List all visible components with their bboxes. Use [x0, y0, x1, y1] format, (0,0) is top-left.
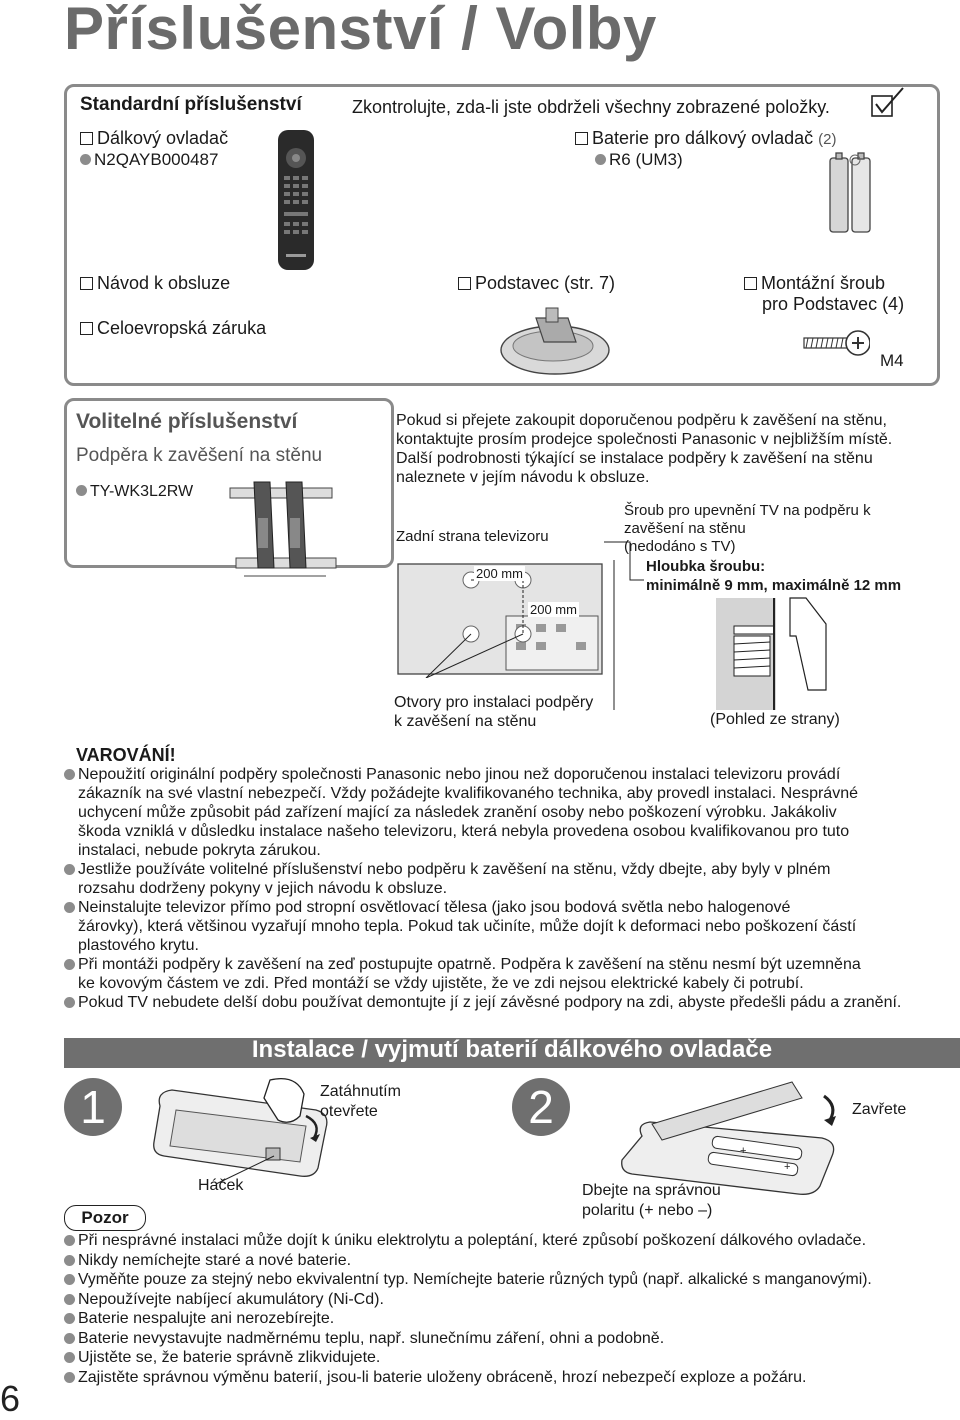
warning-item: Při montáži podpěry k zavěšení na zeď postupujte opatrně. Podpěra k zavěšení na stěnu nesmí být uzemněna ke kovovým částem ve zdi. Před montáží se vždy ujistěte, že ve zdi nejsou elektrické kabely či potrubí. — [52, 955, 952, 993]
remote-batteries-icon — [592, 1076, 862, 1196]
bullet-icon — [64, 1235, 75, 1246]
bullet-icon — [595, 154, 606, 165]
bullet-icon — [64, 959, 75, 970]
bullet-icon — [64, 1294, 75, 1305]
pull-open-label: Zatáhnutím otevřete — [320, 1083, 401, 1120]
bullet-icon — [64, 1255, 75, 1266]
checkbox-icon — [575, 132, 588, 145]
bullet-icon — [64, 1333, 75, 1344]
bullet-icon — [64, 902, 75, 913]
battery-item: Baterie pro dálkový ovladač (2) — [575, 128, 836, 149]
check-note: Zkontrolujte, zda-li jste obdrželi všechny zobrazené položky. — [352, 97, 830, 117]
hook-label: Háček — [198, 1177, 244, 1194]
page-title: Příslušenství / Volby — [64, 0, 657, 62]
dim-vertical: 200 mm — [530, 602, 577, 617]
caution-item: Baterie nevystavujte nadměrnému teplu, např. slunečnímu záření, ohni a podobně. — [62, 1329, 958, 1349]
caution-badge: Pozor — [64, 1205, 146, 1231]
screw-item-2: pro Podstavec (4) — [762, 294, 905, 314]
optional-heading: Volitelné příslušenství — [76, 410, 298, 433]
battery-type: R6 (UM3) — [595, 150, 683, 170]
bullet-icon — [64, 1352, 75, 1363]
svg-text:+: + — [740, 1145, 747, 1157]
remote-open-icon — [146, 1076, 336, 1186]
stand-icon — [496, 302, 614, 382]
caution-item: Baterie nespalujte ani nerozebírejte. — [62, 1309, 958, 1329]
caution-item: Při nesprávné instalaci může dojít k úniku elektrolytu a poleptání, které způsobí poškození dálkového ovladače. — [62, 1231, 958, 1251]
page-number: 6 — [0, 1378, 21, 1419]
screw-item: Montážní šroub — [744, 273, 885, 294]
bullet-icon — [64, 1372, 75, 1383]
polarity-label: Dbejte na správnou polaritu (+ nebo –) — [582, 1182, 721, 1219]
optional-info: Pokud si přejete zakoupit doporučenou podpěru k zavěšení na stěnu, kontaktujte prosím prodejce společnosti Panasonic v nejbližším místě. Další podrobnosti týkající se instalace podpěry k zavěšení na stěnu naleznete v jejím návodu k obsluze. — [396, 412, 893, 486]
screw-size: M4 — [880, 351, 904, 370]
batteries-icon — [826, 148, 878, 236]
caution-item: Vyměňte pouze za stejný nebo ekvivalentní typ. Nemíchejte baterie různých typů (např. alkalické s manganovými). — [62, 1270, 958, 1290]
holes-label: Otvory pro instalaci podpěry k zavěšení na stěnu — [394, 694, 594, 730]
checkbox-icon — [80, 277, 93, 290]
wall-bracket-icon — [226, 478, 340, 586]
step-2-badge: 2 — [512, 1078, 570, 1136]
warning-item: Neinstalujte televizor přímo pod stropní osvětlovací tělesa (jako jsou bodová světla nebo halogenové žárovky), která většinou vyzařují mnoho tepla. Pokud tak učiníte, může dojít k deformaci nebo poškození částí plastového krytu. — [52, 898, 952, 955]
checkbox-icon — [80, 322, 93, 335]
remote-control-icon — [272, 128, 320, 274]
standard-heading: Standardní příslušenství — [80, 94, 302, 115]
remote-item: Dálkový ovladač — [80, 128, 228, 149]
warning-item: Jestliže používáte volitelné příslušenství nebo podpěru k zavěšení na stěnu, vždy dbejte, aby byly v plném rozsahu dodrženy pokyny v jejich návodu k obsluze. — [52, 860, 952, 898]
caution-item: Nepoužívejte nabíjecí akumulátory (Ni-Cd). — [62, 1290, 958, 1310]
bullet-icon — [64, 1274, 75, 1285]
bullet-icon — [64, 864, 75, 875]
close-label: Zavřete — [852, 1101, 907, 1118]
caution-item: Ujistěte se, že baterie správně zlikvidujete. — [62, 1348, 958, 1368]
caution-item: Nikdy nemíchejte staré a nové baterie. — [62, 1251, 958, 1271]
checkbox-icon — [458, 277, 471, 290]
optional-subheading: Podpěra k zavěšení na stěnu — [76, 445, 323, 466]
dim-horizontal: 200 mm — [476, 566, 523, 581]
step-1-badge: 1 — [64, 1078, 122, 1136]
bullet-icon — [64, 769, 75, 780]
warranty-item: Celoevropská záruka — [80, 318, 266, 339]
manual-item: Návod k obsluze — [80, 273, 230, 294]
section-banner-title: Instalace / vyjmutí baterií dálkového ovladače — [251, 1036, 773, 1063]
screw-icon — [802, 328, 870, 360]
checkbox-icon — [80, 132, 93, 145]
bullet-icon — [76, 485, 87, 496]
bullet-icon — [64, 997, 75, 1008]
rear-label: Zadní strana televizoru — [396, 528, 549, 545]
optional-model: TY-WK3L2RW — [76, 483, 193, 501]
side-view-diagram — [600, 540, 840, 712]
svg-text:+: + — [784, 1161, 791, 1173]
warning-heading: VAROVÁNÍ! — [76, 745, 176, 765]
remote-model: N2QAYB000487 — [80, 150, 218, 170]
screw-depth: Hloubka šroubu: minimálně 9 mm, maximálně 12 mm — [646, 558, 902, 594]
warning-item: Nepoužití originální podpěry společnosti Panasonic nebo jinou než doporučenou instalaci televizoru provádí zákazník na své vlastní nebezpečí. Vždy požádejte kvalifikovaného technika, aby provedl instalaci. Nesprávné uchycení může způsobit pád zařízení mající za následek zranění osoby nebo poškození výrobku. Jakákoliv škoda vzniklá v důsledku instalace našeho televizoru, která nebyla provedena osobou kvalifikovanou pro tuto instalaci, nebude pokryta zárukou. — [52, 765, 952, 860]
side-view-label: (Pohled ze strany) — [710, 711, 840, 728]
checkmark-box-icon — [870, 86, 906, 120]
stand-item: Podstavec (str. 7) — [458, 273, 615, 294]
checkbox-icon — [744, 277, 757, 290]
bullet-icon — [80, 154, 91, 165]
caution-item: Zajistěte správnou výměnu baterií, jsou-li baterie uloženy obráceně, hrozí nebezpečí exploze a požáru. — [62, 1368, 958, 1388]
caution-list — [62, 1231, 958, 1387]
warning-item: Pokud TV nebudete delší dobu používat demontujte jí z její závěsné podpory na zdi, abyste předešli pádu a zranění. — [52, 993, 952, 1012]
screw-note: Šroub pro upevnění TV na podpěru k zavěšení na stěnu (nedodáno s TV) — [624, 502, 871, 555]
warning-list — [52, 765, 952, 1012]
bullet-icon — [64, 1313, 75, 1324]
